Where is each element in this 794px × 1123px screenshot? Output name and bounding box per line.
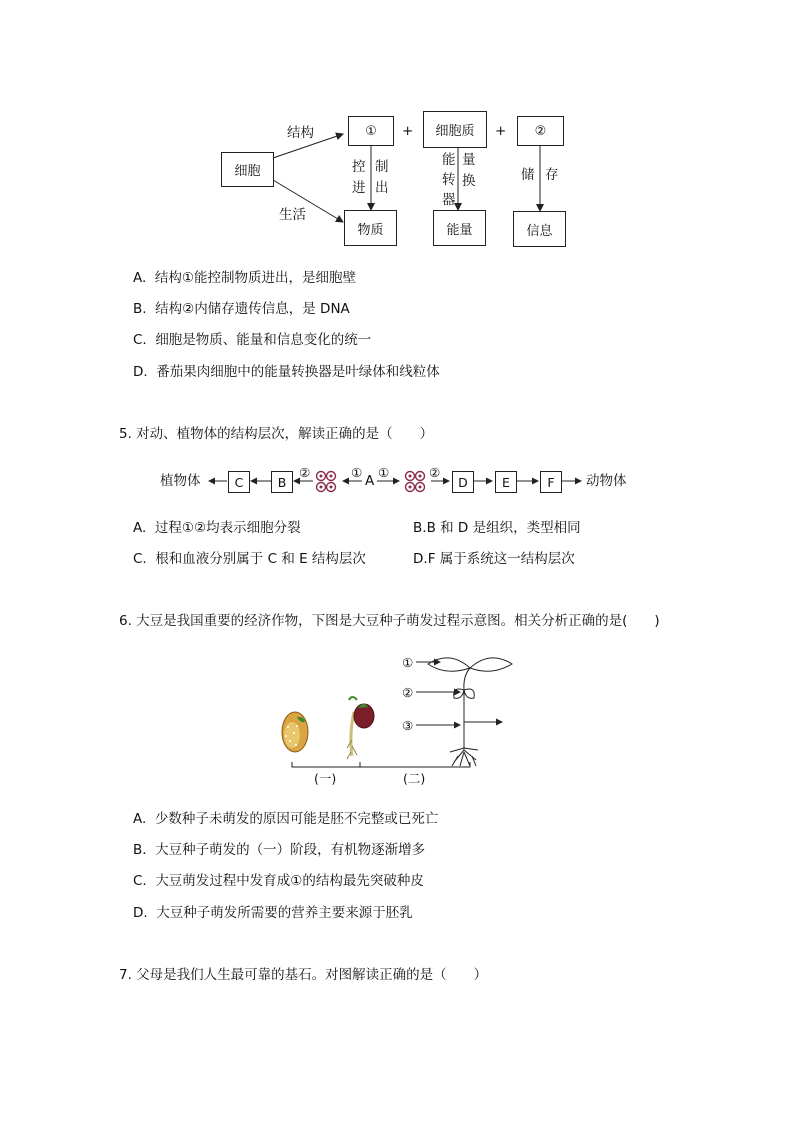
- label-2: ②: [402, 685, 414, 700]
- option-text: 大豆种子萌发所需要的营养主要来源于胚乳: [156, 905, 413, 921]
- q6-stem: 6. 大豆是我国重要的经济作物，下图是大豆种子萌发过程示意图。相关分析正确的是( ): [119, 613, 660, 629]
- life-label: 生活: [279, 207, 306, 223]
- option-text: 大豆种子萌发的（一）阶段，有机物逐渐增多: [155, 842, 426, 858]
- q6-option-b[interactable]: [133, 842, 425, 858]
- q6-option-a[interactable]: [133, 811, 438, 827]
- option-letter: D.: [133, 364, 148, 380]
- option-letter: B.: [413, 520, 427, 536]
- q6-option-d[interactable]: [133, 905, 413, 921]
- q5-stem: 5. 对动、植物体的结构层次，解读正确的是（ ）: [119, 426, 434, 442]
- store-label-col1: 储: [521, 167, 535, 183]
- matter-label: 物质: [357, 222, 384, 238]
- control-label-col2: 制 出: [375, 159, 389, 196]
- label-3: ③: [402, 718, 414, 733]
- stage-2-label: (二): [403, 771, 426, 786]
- energy-converter-col1: 能 转 器: [442, 152, 456, 208]
- option-text: 根和血液分别属于 C 和 E 结构层次: [155, 551, 366, 567]
- level-d-label: D: [458, 474, 468, 490]
- level-f-label: F: [547, 474, 555, 490]
- option-letter: C.: [133, 332, 147, 348]
- label-1: ①: [402, 655, 414, 670]
- option-letter: D.: [133, 905, 148, 921]
- structure-2-label: ②: [534, 123, 547, 139]
- structure-label: 结构: [287, 125, 314, 141]
- option-letter: C.: [133, 873, 147, 889]
- option-letter: C.: [133, 551, 147, 567]
- plus-sign: +: [402, 123, 414, 139]
- level-a-label: A: [365, 473, 375, 489]
- level-b-label: B: [277, 474, 287, 490]
- option-text: 大豆萌发过程中发育成①的结构最先突破种皮: [155, 873, 424, 889]
- store-label-col2: 存: [545, 167, 559, 183]
- plant-body-label: 植物体: [160, 473, 201, 489]
- option-text: B 和 D 是组织，类型相同: [426, 520, 581, 536]
- sprouting-seed-icon: [347, 697, 374, 759]
- young-plant-icon: [428, 658, 512, 766]
- option-letter: A.: [133, 520, 147, 536]
- level-c-label: C: [234, 474, 244, 490]
- process-2-left-label: ②: [299, 465, 311, 480]
- energy-converter-col2: 量 换: [462, 152, 476, 189]
- option-text: 过程①②均表示细胞分裂: [154, 520, 301, 536]
- soybean-seed-icon: [282, 712, 308, 752]
- option-letter: D.: [413, 551, 428, 567]
- option-text: 结构①能控制物质进出，是细胞壁: [154, 270, 356, 286]
- level-e-label: E: [502, 474, 510, 490]
- option-text: F 属于系统这一结构层次: [427, 551, 575, 567]
- option-text: 结构②内储存遗传信息，是 DNA: [155, 301, 350, 317]
- option-letter: B.: [133, 842, 147, 858]
- process-1-right-label: ①: [378, 465, 390, 480]
- option-text: 番茄果肉细胞中的能量转换器是叶绿体和线粒体: [156, 364, 440, 380]
- control-label-col1: 控 进: [352, 159, 366, 196]
- q7-stem: 7. 父母是我们人生最可靠的基石。对图解读正确的是（ ）: [119, 967, 488, 983]
- option-text: 细胞是物质、能量和信息变化的统一: [155, 332, 372, 348]
- process-1-left-label: ①: [351, 465, 363, 480]
- option-letter: A.: [133, 270, 147, 286]
- animal-body-label: 动物体: [586, 473, 627, 489]
- process-2-right-label: ②: [429, 465, 441, 480]
- plus-sign: +: [495, 123, 507, 139]
- info-label: 信息: [526, 223, 553, 239]
- structure-1-label: ①: [365, 123, 377, 139]
- q6-option-c[interactable]: [133, 873, 424, 889]
- option-letter: B.: [133, 301, 147, 317]
- cell-label: 细胞: [234, 164, 261, 179]
- cytoplasm-label: 细胞质: [435, 124, 475, 139]
- option-text: 少数种子未萌发的原因可能是胚不完整或已死亡: [154, 811, 439, 827]
- stage-1-label: (一): [314, 771, 337, 786]
- option-letter: A.: [133, 811, 147, 827]
- energy-label: 能量: [446, 222, 473, 238]
